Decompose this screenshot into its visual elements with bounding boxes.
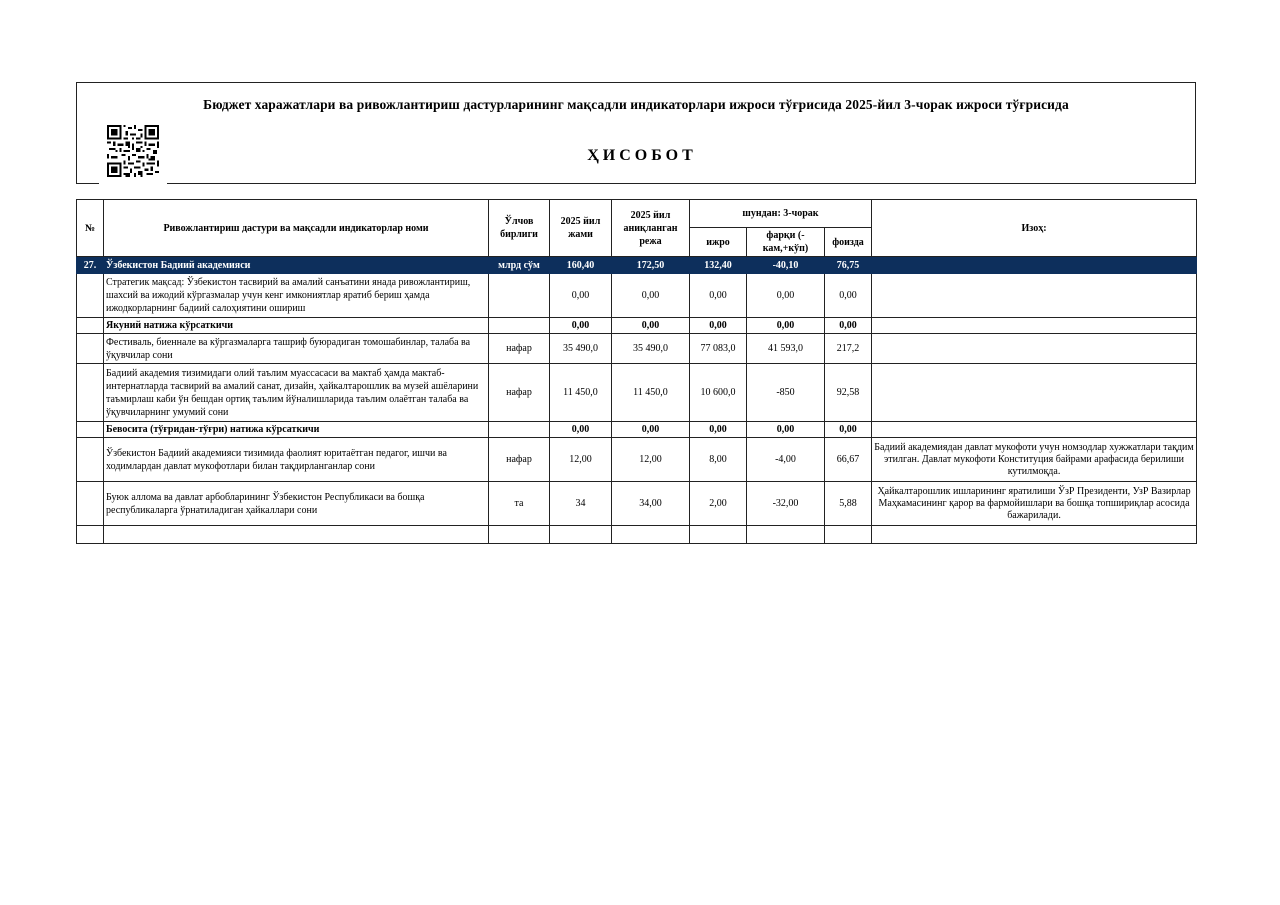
section-percent: 76,75	[825, 257, 872, 274]
row-num	[77, 438, 104, 482]
table-row	[77, 334, 1197, 364]
row-execution: 10 600,0	[690, 364, 747, 422]
row-plan: 35 490,0	[612, 334, 690, 364]
row-difference: -850	[747, 364, 825, 422]
section-unit: млрд сўм	[489, 257, 550, 274]
row-plan: 0,00	[612, 318, 690, 334]
border-gap	[99, 181, 167, 187]
row-year-total: 11 450,0	[550, 364, 612, 422]
row-unit: та	[489, 482, 550, 526]
row-plan: 12,00	[612, 438, 690, 482]
section-plan: 172,50	[612, 257, 690, 274]
row-unit	[489, 274, 550, 318]
row-unit	[489, 318, 550, 334]
row-year-total: 0,00	[550, 422, 612, 438]
table-row-empty	[77, 526, 1197, 544]
header-difference: фарқи (-кам,+кўп)	[747, 228, 825, 257]
indicators-table	[76, 199, 1197, 544]
row-percent: 0,00	[825, 274, 872, 318]
row-execution: 0,00	[690, 318, 747, 334]
header-q3-group: шундан: 3-чорак	[690, 200, 872, 228]
row-name: Бевосита (тўғридан-тўғри) натижа кўрсаткичи	[104, 422, 489, 438]
empty-cell	[825, 526, 872, 544]
section-name: Ўзбекистон Бадиий академияси	[104, 257, 489, 274]
row-difference: 0,00	[747, 274, 825, 318]
row-year-total: 35 490,0	[550, 334, 612, 364]
row-num	[77, 364, 104, 422]
table-row	[77, 438, 1197, 482]
section-row	[77, 257, 1197, 274]
section-year-total: 160,40	[550, 257, 612, 274]
empty-cell	[690, 526, 747, 544]
table-row	[77, 318, 1197, 334]
empty-cell	[550, 526, 612, 544]
row-note	[872, 364, 1197, 422]
row-name: Стратегик мақсад: Ўзбекистон тасвирий ва амалий санъатини янада ривожлантириш, шахсий ва ижодий кўргазмалар учун кенг имкониятлар яратиб бериш ҳамда ижодкорларнинг бадиий салоҳиятини ошириш	[104, 274, 489, 318]
header-percent: фоизда	[825, 228, 872, 257]
row-unit: нафар	[489, 438, 550, 482]
header-unit: Ўлчов бирлиги	[489, 200, 550, 257]
section-note	[872, 257, 1197, 274]
report-title: Бюджет харажатлари ва ривожлантириш дастурларининг мақсадли индикаторлари ижроси тўғрисида 2025-йил 3-чорак ижроси тўғрисида	[203, 97, 1069, 112]
empty-cell	[612, 526, 690, 544]
row-execution: 2,00	[690, 482, 747, 526]
row-percent: 92,58	[825, 364, 872, 422]
row-execution: 8,00	[690, 438, 747, 482]
row-name: Якуний натижа кўрсаткичи	[104, 318, 489, 334]
row-plan: 34,00	[612, 482, 690, 526]
section-difference: -40,10	[747, 257, 825, 274]
row-unit: нафар	[489, 364, 550, 422]
row-execution: 0,00	[690, 422, 747, 438]
row-difference: -4,00	[747, 438, 825, 482]
section-execution: 132,40	[690, 257, 747, 274]
header-execution: ижро	[690, 228, 747, 257]
row-year-total: 0,00	[550, 274, 612, 318]
row-name: Бадиий академия тизимидаги олий таълим муассасаси ва мактаб ҳамда мактаб-интернатларда тасвирий ва амалий санат, дизайн, ҳайкалтарошлик ва музей ашёларини таъмирлаш каби ўн бешдан ортиқ таълим йўналишларида таълим олаётган талаба ва ўқувчиларнинг умумий сони	[104, 364, 489, 422]
row-year-total: 0,00	[550, 318, 612, 334]
empty-cell	[104, 526, 489, 544]
row-percent: 0,00	[825, 422, 872, 438]
report-heading: ҲИСОБОТ	[587, 147, 697, 164]
section-num: 27.	[77, 257, 104, 274]
table-header-row	[77, 200, 1197, 228]
row-execution: 0,00	[690, 274, 747, 318]
row-unit	[489, 422, 550, 438]
report-header	[76, 82, 1196, 184]
row-execution: 77 083,0	[690, 334, 747, 364]
row-note	[872, 318, 1197, 334]
row-num	[77, 318, 104, 334]
table-row	[77, 482, 1197, 526]
row-percent: 5,88	[825, 482, 872, 526]
empty-cell	[489, 526, 550, 544]
row-plan: 0,00	[612, 274, 690, 318]
header-year-total: 2025 йил жами	[550, 200, 612, 257]
row-note	[872, 274, 1197, 318]
row-difference: 41 593,0	[747, 334, 825, 364]
row-difference: -32,00	[747, 482, 825, 526]
empty-cell	[77, 526, 104, 544]
row-note	[872, 334, 1197, 364]
row-unit: нафар	[489, 334, 550, 364]
row-percent: 217,2	[825, 334, 872, 364]
header-note: Изоҳ:	[872, 200, 1197, 257]
row-num	[77, 334, 104, 364]
empty-cell	[747, 526, 825, 544]
header-num: №	[77, 200, 104, 257]
row-year-total: 34	[550, 482, 612, 526]
header-specified-plan: 2025 йил аниқланган режа	[612, 200, 690, 257]
empty-cell	[872, 526, 1197, 544]
row-plan: 0,00	[612, 422, 690, 438]
row-year-total: 12,00	[550, 438, 612, 482]
table-row	[77, 422, 1197, 438]
row-difference: 0,00	[747, 318, 825, 334]
row-note: Ҳайкалтарошлик ишларининг яратилиши ЎзР Президенти, УзР Вазирлар Маҳкамасининг қарор ва фармойишлари ва бошқа топшириқлар асосида бажарилади.	[872, 482, 1197, 526]
row-name: Буюк аллома ва давлат арбобларининг Ўзбекистон Республикаси ва бошқа республикаларга ўрнатиладиган ҳайкаллари сони	[104, 482, 489, 526]
row-percent: 66,67	[825, 438, 872, 482]
row-num	[77, 422, 104, 438]
row-difference: 0,00	[747, 422, 825, 438]
table-row	[77, 364, 1197, 422]
row-num	[77, 482, 104, 526]
row-name: Фестиваль, биеннале ва кўргазмаларга ташриф буюрадиган томошабинлар, талаба ва ўқувчилар сони	[104, 334, 489, 364]
row-note	[872, 422, 1197, 438]
row-num	[77, 274, 104, 318]
header-name: Ривожлантириш дастури ва мақсадли индикаторлар номи	[104, 200, 489, 257]
row-note: Бадиий академиядан давлат мукофоти учун номзодлар хужжатлари тақдим этилган. Давлат мукофоти Конституция байрами арафасида берилиши кутилмоқда.	[872, 438, 1197, 482]
table-row	[77, 274, 1197, 318]
row-name: Ўзбекистон Бадиий академияси тизимида фаолият юритаётган педагог, ишчи ва ходимлардан давлат мукофотлари билан тақдирланганлар сони	[104, 438, 489, 482]
row-percent: 0,00	[825, 318, 872, 334]
row-plan: 11 450,0	[612, 364, 690, 422]
